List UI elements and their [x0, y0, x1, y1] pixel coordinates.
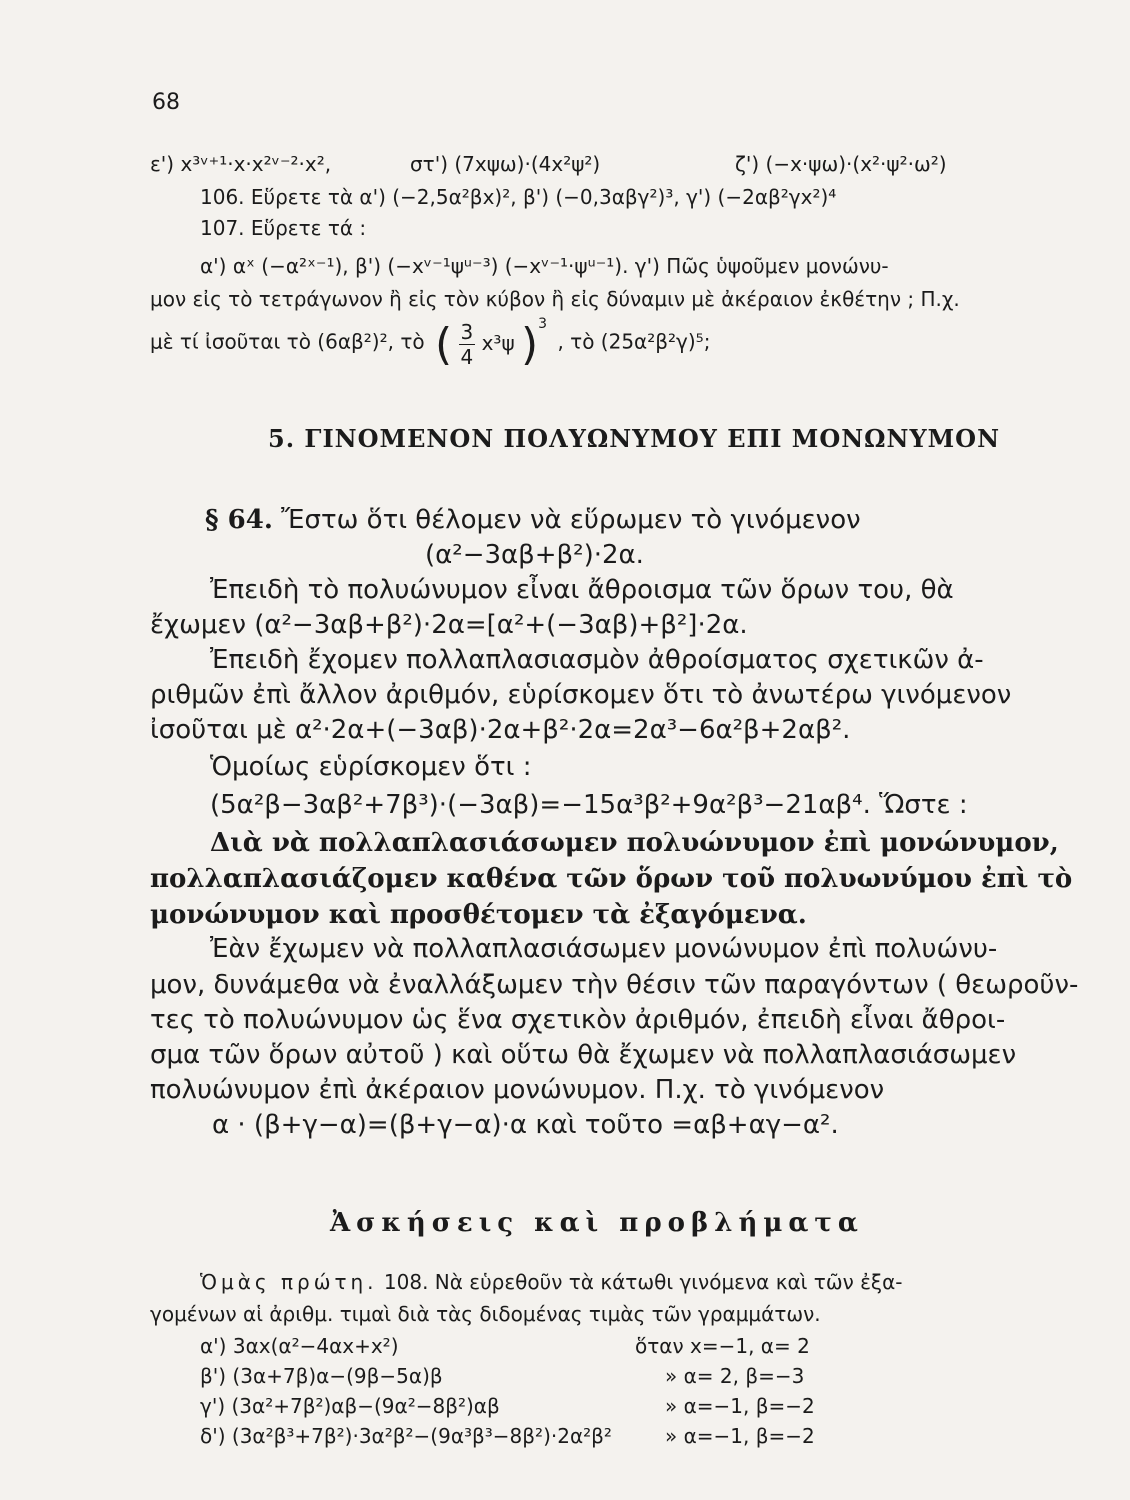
paragraph-line: πολυώνυμον ἐπὶ ἀκέραιον μονώνυμον. Π.χ. τὸ γινόμενον — [150, 1075, 885, 1105]
section-mark: § 64. — [205, 505, 273, 535]
paragraph-line: σμα τῶν ὅρων αὐτοῦ ) καὶ οὕτω θὰ ἔχωμεν νὰ πολλαπλασιάσωμεν — [150, 1040, 1017, 1070]
paragraph-64 — [205, 505, 861, 535]
exercise-line-e: ε') x³ᵛ⁺¹·x·x²ᵛ⁻²·x², — [150, 152, 332, 176]
exercise-line-st: στ') (7xψω)·(4x²ψ²) — [410, 152, 601, 176]
rule-line: Διὰ νὰ πολλαπλασιάσωμεν πολυώνυμον ἐπὶ μονώνυμον, — [210, 828, 1059, 858]
exercise-106: 106. Εὕρετε τὰ α') (−2,5α²βx)², β') (−0,3αβγ²)³, γ') (−2αβ²γx²)⁴ — [200, 185, 837, 209]
exercise-108-intro-cont: γομένων αἱ ἀριθμ. τιμαὶ διὰ τὰς διδομένας τιμὰς τῶν γραμμάτων. — [150, 1302, 821, 1326]
paragraph-64-text: Ἔστω ὅτι θέλομεν νὰ εὕρωμεν τὸ γινόμενον — [281, 505, 861, 535]
paragraph-line: Ἐπειδὴ τὸ πολυώνυμον εἶναι ἄθροισμα τῶν ὅρων του, θὰ — [210, 575, 954, 605]
exercise-108-intro — [200, 1270, 902, 1294]
exercise-107-c-pre: μὲ τί ἰσοῦται τὸ (6αβ²)², τὸ — [150, 329, 425, 354]
paragraph-line: τες τὸ πολυώνυμον ὡς ἕνα σχετικὸν ἀριθμόν, ἐπειδὴ εἶναι ἄθροι- — [150, 1005, 1006, 1035]
formula-3: α · (β+γ−α)=(β+γ−α)·α καὶ τοῦτο =αβ+αγ−α². — [212, 1110, 839, 1140]
paragraph-line: μον, δυνάμεθα νὰ ἐναλλάξωμεν τὴν θέσιν τῶν παραγόντων ( θεωροῦν- — [150, 970, 1079, 1000]
formula-1: (α²−3αβ+β²)·2α. — [425, 540, 644, 570]
rule-line: πολλαπλασιάζομεν καθένα τῶν ὅρων τοῦ πολυωνύμου ἐπὶ τὸ — [150, 864, 1073, 894]
exercises-heading: Ἀσκήσεις καὶ προβλήματα — [330, 1208, 864, 1238]
rule-line: μονώνυμον καὶ προσθέτομεν τὰ ἐξαγόμενα. — [150, 900, 807, 930]
exercise-item-condition: ὅταν x=−1, α= 2 — [635, 1334, 810, 1358]
section-title: 5. ΓΙΝΟΜΕΝΟΝ ΠΟΛΥΩΝΥΜΟΥ ΕΠΙ ΜΟΝΩΝΥΜΟΝ — [268, 424, 1001, 453]
exercise-item-expr: β') (3α+7β)α−(9β−5α)β — [200, 1364, 443, 1388]
paragraph-line: ἰσοῦται μὲ α²·2α+(−3αβ)·2α+β²·2α=2α³−6α²β+2αβ². — [150, 715, 851, 745]
fraction-denominator: 4 — [460, 345, 474, 369]
exercise-item-expr: γ') (3α²+7β²)αβ−(9α²−8β²)αβ — [200, 1394, 500, 1418]
exercise-107: 107. Εὕρετε τά : — [200, 216, 367, 240]
exercise-107-c — [150, 316, 710, 370]
exercise-107-b: μον εἰς τὸ τετράγωνον ἢ εἰς τὸν κύβον ἢ εἰς δύναμιν μὲ ἀκέραιον ἐκθέτην ; Π.χ. — [150, 287, 960, 311]
fraction-numerator: 3 — [460, 320, 474, 344]
paragraph-line: Ἐπειδὴ ἔχομεν πολλαπλασιασμὸν ἀθροίσματος σχετικῶν ἀ- — [210, 645, 984, 675]
exercise-item-expr: δ') (3α²β³+7β²)·3α²β²−(9α³β³−8β²)·2α²β² — [200, 1424, 612, 1448]
fraction-expression: ( $\frac{3}{4}$ x³ψ )$^3$ — [434, 316, 548, 370]
exercise-107-c-post: , τὸ (25α²β²γ)⁵; — [557, 329, 711, 354]
formula-2: (5α²β−3αβ²+7β³)·(−3αβ)=−15α³β²+9α²β³−21αβ⁴. Ὥστε : — [210, 790, 968, 820]
fraction-term: x³ψ — [481, 331, 515, 355]
exercise-item-condition: » α= 2, β=−3 — [665, 1364, 805, 1388]
exercise-108-text: 108. Νὰ εὑρεθοῦν τὰ κάτωθι γινόμενα καὶ τῶν ἐξα- — [383, 1270, 903, 1294]
exercise-107-a: α') αˣ (−α²ˣ⁻¹), β') (−xᵛ⁻¹ψᵘ⁻³) (−xᵛ⁻¹·ψᵘ⁻¹). γ') Πῶς ὑψοῦμεν μονώνυ- — [200, 254, 889, 278]
group-label: Ὁμὰς πρώτη. — [200, 1270, 378, 1294]
exercise-line-z: ζ') (−x·ψω)·(x²·ψ²·ω²) — [735, 152, 947, 176]
paragraph-line: ριθμῶν ἐπὶ ἄλλον ἀριθμόν, εὑρίσκομεν ὅτι τὸ ἀνωτέρω γινόμενον — [150, 680, 1012, 710]
page-number: 68 — [152, 90, 180, 115]
paragraph-line: ἔχωμεν (α²−3αβ+β²)·2α=[α²+(−3αβ)+β²]·2α. — [150, 610, 748, 640]
paragraph-line: Ὁμοίως εὑρίσκομεν ὅτι : — [210, 752, 532, 782]
exercise-item-condition: » α=−1, β=−2 — [665, 1394, 815, 1418]
paragraph-line: Ἐὰν ἔχωμεν νὰ πολλαπλασιάσωμεν μονώνυμον ἐπὶ πολυώνυ- — [210, 934, 998, 964]
exercise-item-expr: α') 3αx(α²−4αx+x²) — [200, 1334, 399, 1358]
exercise-item-condition: » α=−1, β=−2 — [665, 1424, 815, 1448]
